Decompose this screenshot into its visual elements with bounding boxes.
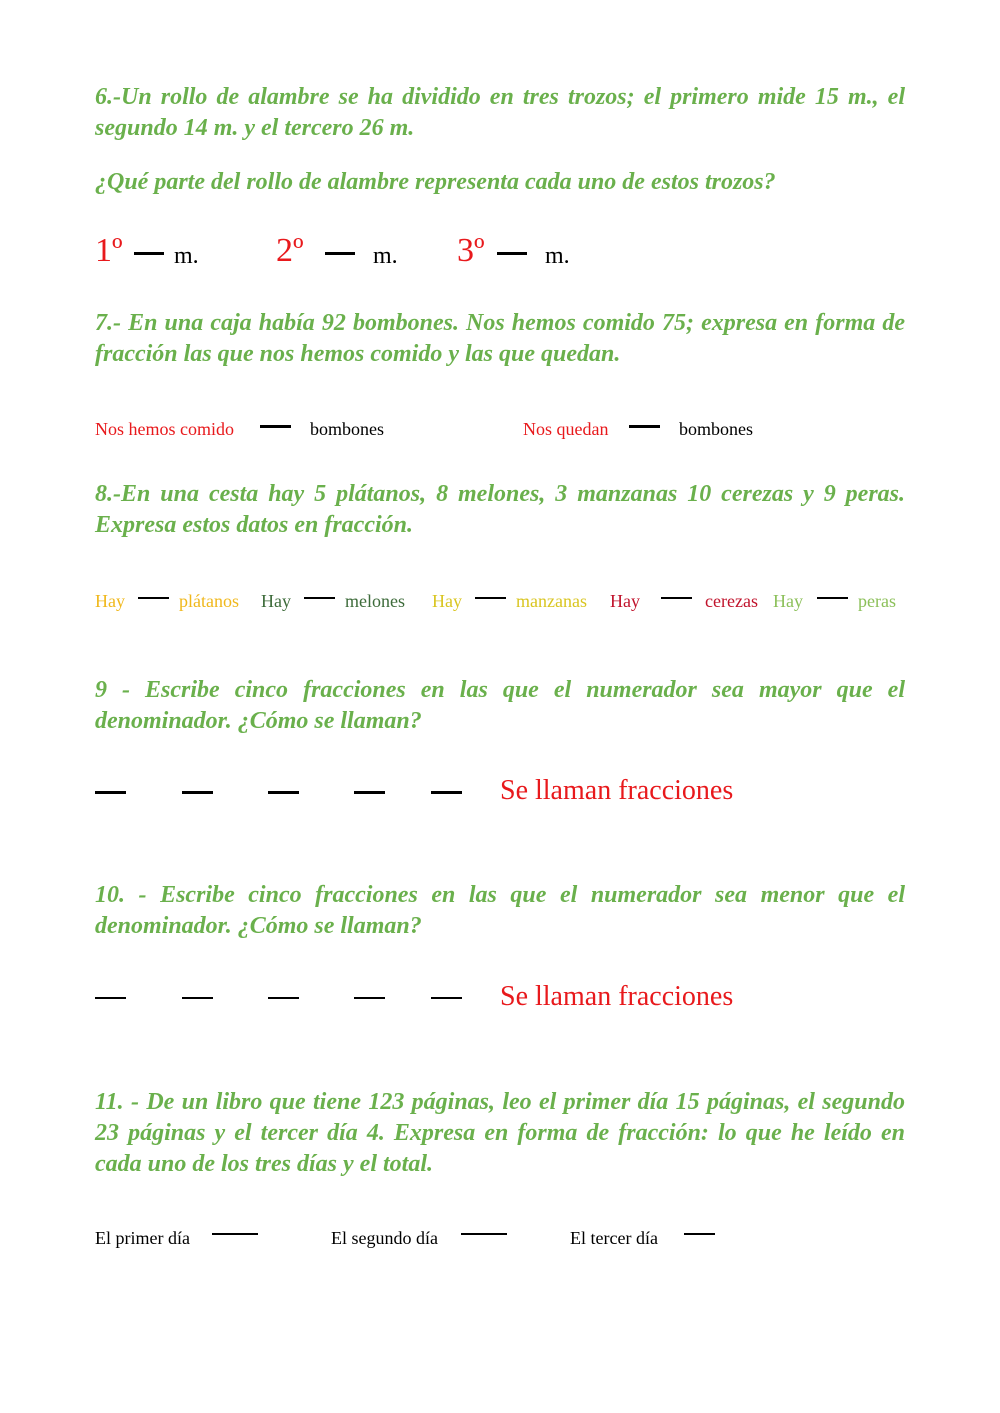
q8-label-manzanas: Hay: [432, 591, 462, 611]
q9-fraction-line-1[interactable]: [95, 791, 126, 794]
q11-label-day-2: El segundo día: [331, 1228, 438, 1248]
q11-label-day-1: El primer día: [95, 1228, 190, 1248]
q9-fraction-line-3[interactable]: [268, 791, 299, 794]
q6-fraction-line-3[interactable]: [497, 252, 527, 255]
q11-fraction-line-day-2[interactable]: [461, 1233, 507, 1235]
q11-fraction-line-day-1[interactable]: [212, 1233, 258, 1235]
q7-label-remaining: Nos quedan: [523, 419, 609, 439]
q8-fraction-line-peras[interactable]: [817, 597, 848, 599]
q10-fraction-line-4[interactable]: [354, 997, 385, 999]
q7-unit-eaten: bombones: [310, 419, 384, 439]
q6-unit-1: m.: [174, 243, 199, 269]
q10-answer-label: Se llaman fracciones: [500, 981, 734, 1012]
q9-fraction-line-2[interactable]: [182, 791, 213, 794]
question-10-text: 10. - Escribe cinco fracciones en las que el numerador sea menor que el denominador. ¿Cómo se llaman?: [95, 882, 905, 939]
q8-fraction-line-melones[interactable]: [304, 597, 335, 599]
question-8-text: 8.-En una cesta hay 5 plátanos, 8 melones, 3 manzanas 10 cerezas y 9 peras. Expresa estos datos en fracción.: [95, 481, 905, 538]
q7-label-eaten: Nos hemos comido: [95, 419, 234, 439]
q8-label-melones: Hay: [261, 591, 291, 611]
q6-ordinal-2: 2º: [276, 232, 304, 269]
q10-fraction-line-5[interactable]: [431, 997, 462, 999]
q8-label-platanos: Hay: [95, 591, 125, 611]
question-9-text: 9 - Escribe cinco fracciones en las que el numerador sea mayor que el denominador. ¿Cómo se llaman?: [95, 677, 905, 734]
q8-label-cerezas: Hay: [610, 591, 640, 611]
q8-unit-manzanas: manzanas: [516, 591, 587, 611]
question-11-text: 11. - De un libro que tiene 123 páginas, leo el primer día 15 páginas, el segundo 23 páginas y el tercer día 4. Expresa en forma de fracción: lo que he leído en cada uno de los tres días y el total.: [95, 1089, 905, 1177]
q6-ordinal-3: 3º: [457, 232, 485, 269]
q8-label-peras: Hay: [773, 591, 803, 611]
question-7-text: 7.- En una caja había 92 bombones. Nos hemos comido 75; expresa en forma de fracción las que nos hemos comido y las que quedan.: [95, 310, 905, 367]
question-6-prompt: ¿Qué parte del rollo de alambre representa cada uno de estos trozos?: [95, 169, 776, 195]
q6-fraction-line-2[interactable]: [325, 252, 355, 255]
q6-unit-2: m.: [373, 243, 398, 269]
q7-unit-remaining: bombones: [679, 419, 753, 439]
q11-label-day-3: El tercer día: [570, 1228, 658, 1248]
q6-fraction-line-1[interactable]: [134, 252, 164, 255]
q7-fraction-line-remaining[interactable]: [629, 425, 660, 428]
q9-fraction-line-4[interactable]: [354, 791, 385, 794]
q6-ordinal-1: 1º: [95, 232, 123, 269]
q8-fraction-line-manzanas[interactable]: [475, 597, 506, 599]
q9-fraction-line-5[interactable]: [431, 791, 462, 794]
q8-unit-cerezas: cerezas: [705, 591, 758, 611]
q8-unit-peras: peras: [858, 591, 896, 611]
q8-unit-melones: melones: [345, 591, 405, 611]
question-6-text: 6.-Un rollo de alambre se ha dividido en tres trozos; el primero mide 15 m., el segundo 14 m. y el tercero 26 m.: [95, 84, 905, 141]
q7-fraction-line-eaten[interactable]: [260, 425, 291, 428]
q9-answer-label: Se llaman fracciones: [500, 775, 734, 806]
q10-fraction-line-3[interactable]: [268, 997, 299, 999]
q10-fraction-line-1[interactable]: [95, 997, 126, 999]
q8-fraction-line-cerezas[interactable]: [661, 597, 692, 599]
q6-unit-3: m.: [545, 243, 570, 269]
q10-fraction-line-2[interactable]: [182, 997, 213, 999]
q8-unit-platanos: plátanos: [179, 591, 239, 611]
q11-fraction-line-day-3[interactable]: [684, 1233, 715, 1235]
q8-fraction-line-platanos[interactable]: [138, 597, 169, 599]
